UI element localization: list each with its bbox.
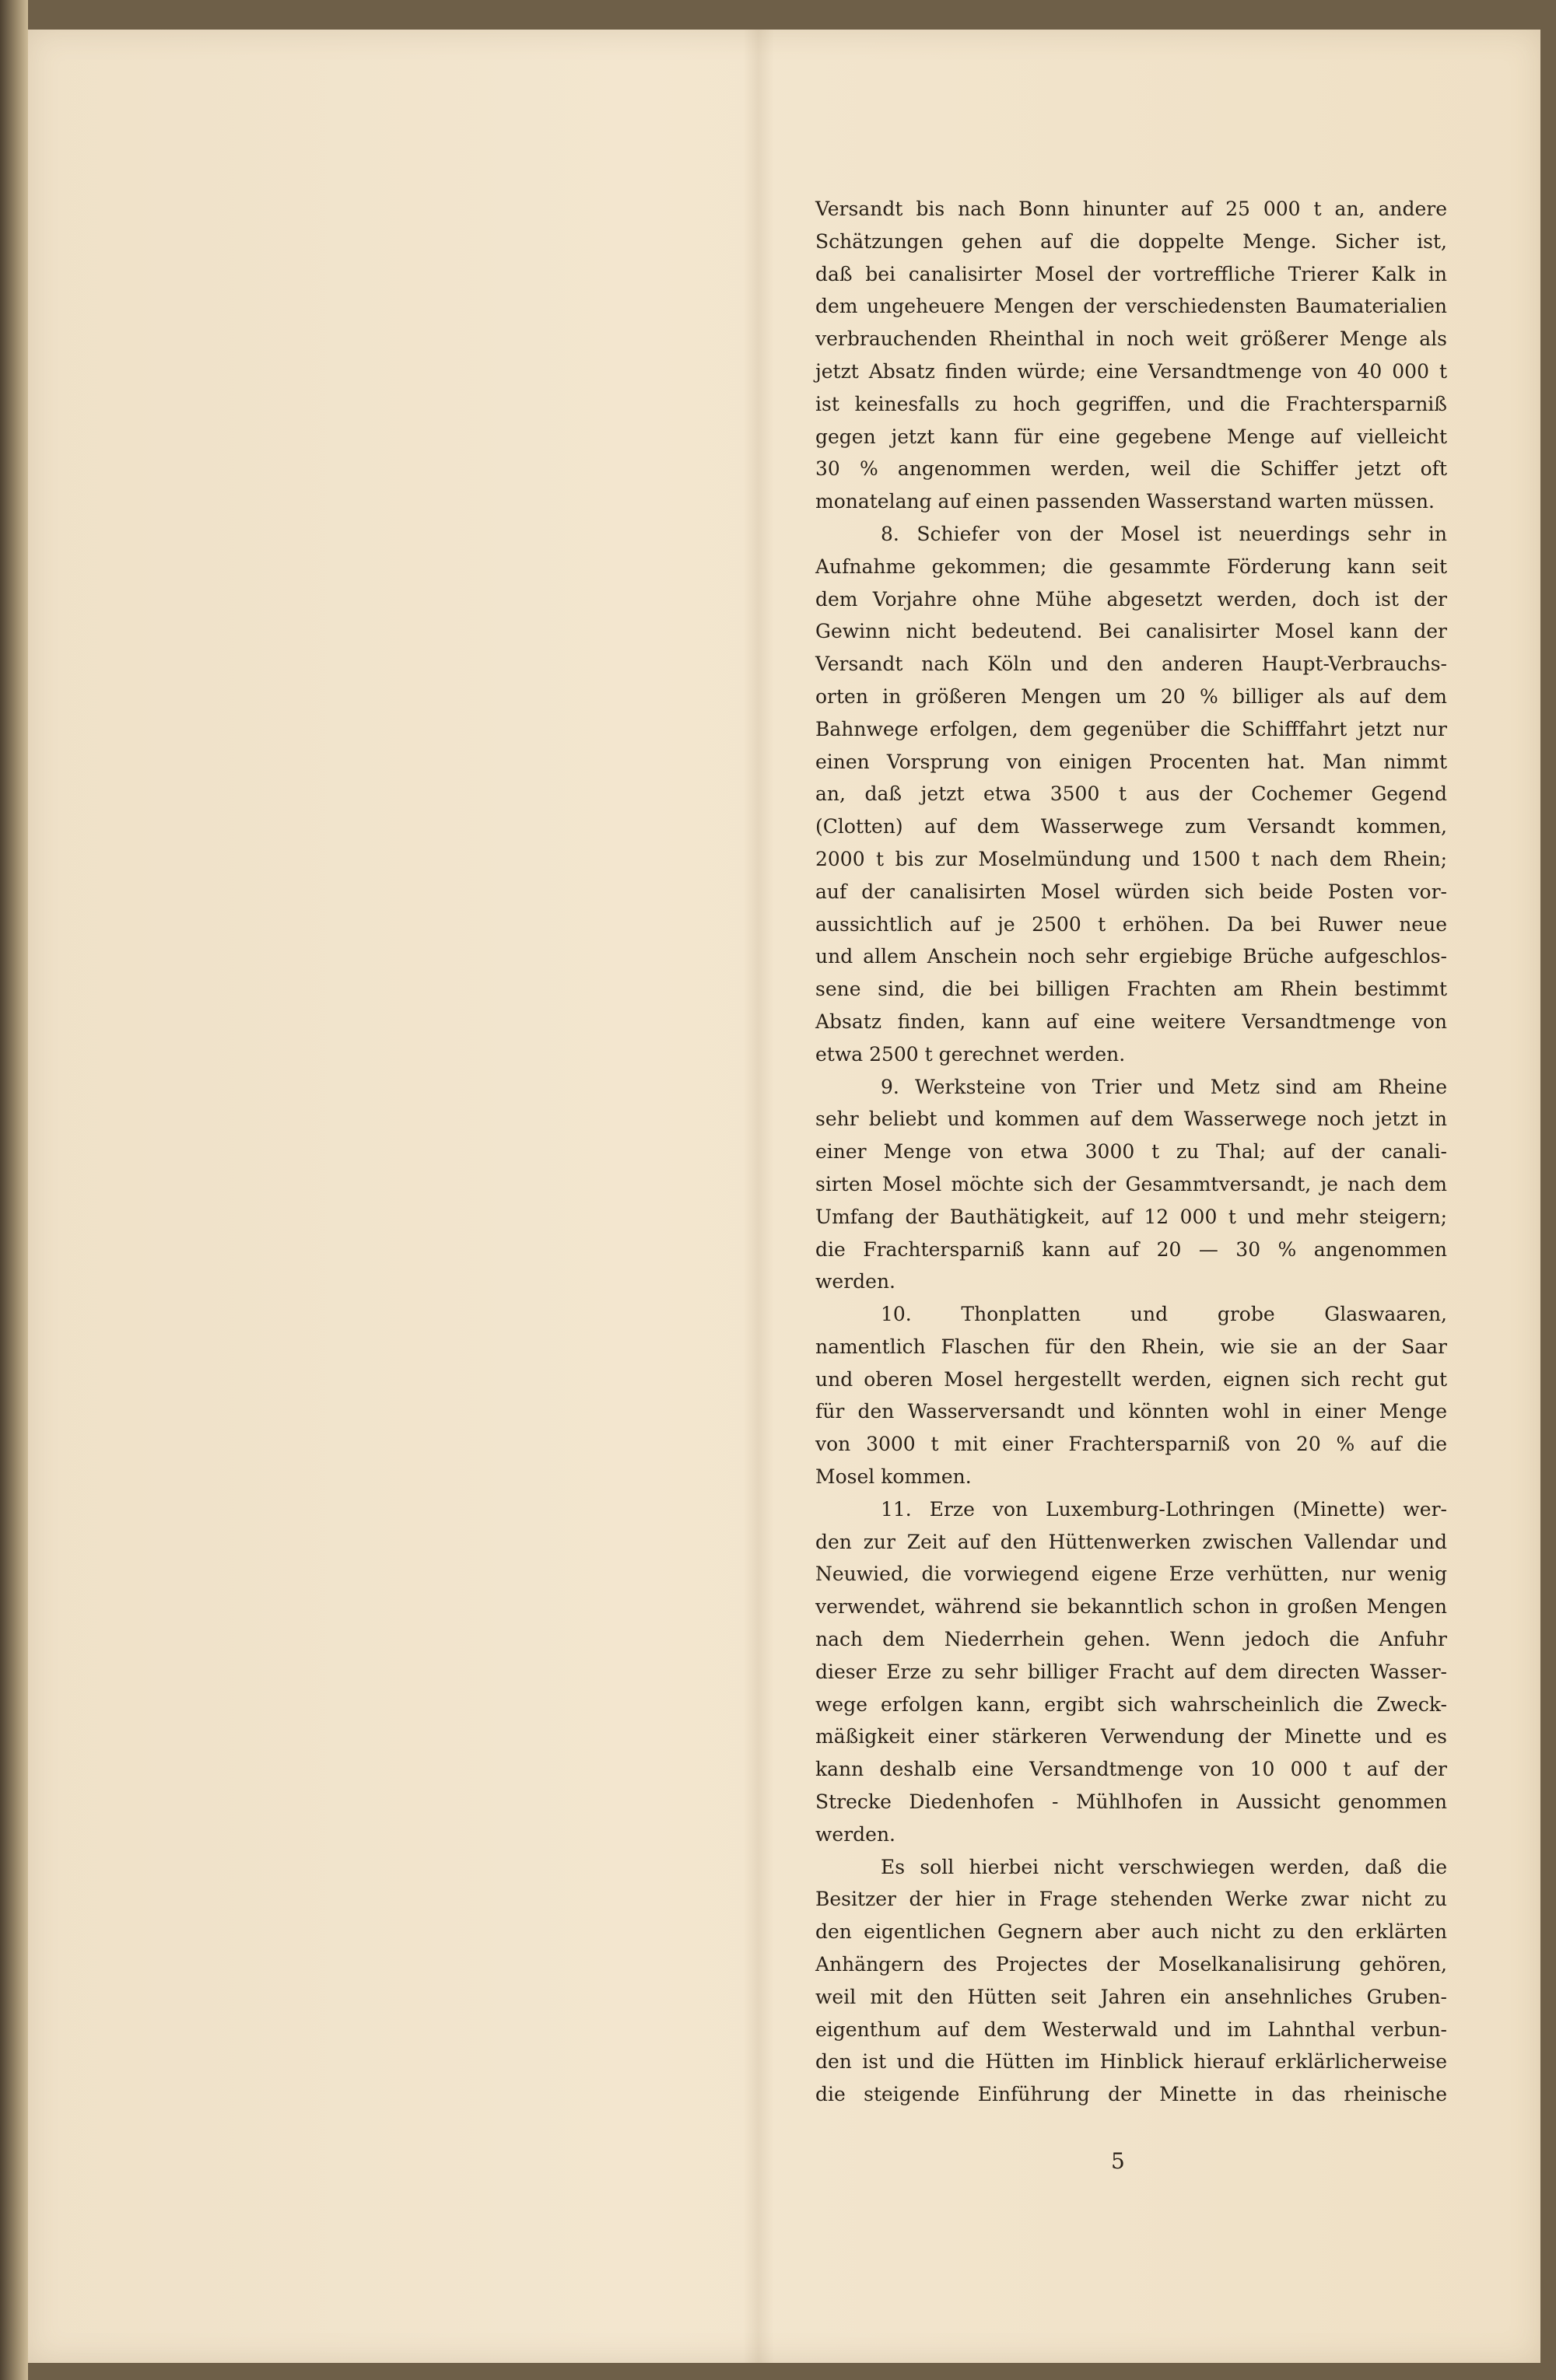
text-line: verwendet, während sie bekanntlich schon in großen Mengen	[815, 1595, 1447, 1619]
text-line: gegen jetzt kann für eine gegebene Menge auf vielleicht	[815, 425, 1447, 448]
text-line: den eigentlichen Gegnern aber auch nicht zu den erklärten	[815, 1920, 1447, 1944]
text-line: daß bei canalisirter Mosel der vortreffliche Trierer Kalk in	[815, 262, 1447, 285]
text-line: Mosel kommen.	[815, 1465, 972, 1489]
text-line: den zur Zeit auf den Hüttenwerken zwischen Vallendar und	[815, 1530, 1447, 1553]
text-line: aussichtlich auf je 2500 t erhöhen. Da bei Ruwer neue	[815, 912, 1447, 936]
text-line: Gewinn nicht bedeutend. Bei canalisirter Mosel kann der	[815, 620, 1447, 643]
text-line: (Clotten) auf dem Wasserwege zum Versandt kommen,	[815, 815, 1447, 838]
page-fold-shadow	[743, 30, 774, 2363]
text-line: Umfang der Bauthätigkeit, auf 12 000 t und mehr steigern;	[815, 1205, 1447, 1228]
text-line: 30 % angenommen werden, weil die Schiffer jetzt oft	[815, 457, 1447, 481]
text-line: Versandt bis nach Bonn hinunter auf 25 000 t an, andere	[815, 198, 1447, 220]
text-line: 2000 t bis zur Moselmündung und 1500 t nach dem Rhein;	[815, 847, 1447, 870]
text-line: von 3000 t mit einer Frachtersparniß von 20 % auf die	[815, 1433, 1447, 1456]
text-line: und allem Anschein noch sehr ergiebige Brüche aufgeschlos-	[815, 945, 1447, 968]
text-line: orten in größeren Mengen um 20 % billiger als auf dem	[815, 684, 1447, 708]
text-line: Schätzungen gehen auf die doppelte Menge. Sicher ist,	[815, 229, 1447, 253]
text-line: den ist und die Hütten im Hinblick hierauf erklärlicherweise	[815, 2050, 1447, 2074]
text-line: eigenthum auf dem Westerwald und im Lahnthal verbun-	[815, 2018, 1447, 2041]
text-line: verbrauchenden Rheinthal in noch weit größerer Menge als	[815, 327, 1447, 351]
paragraph-9-start: 9. Werksteine von Trier und Metz sind am Rheine	[881, 1075, 1447, 1098]
text-line: sirten Mosel möchte sich der Gesammtversandt, je nach dem	[815, 1172, 1447, 1195]
text-line: sene sind, die bei billigen Frachten am Rhein bestimmt	[815, 978, 1447, 1001]
text-line: etwa 2500 t gerechnet werden.	[815, 1042, 1126, 1066]
text-line: Absatz finden, kann auf eine weitere Versandtmenge von	[815, 1010, 1447, 1033]
text-line: ist keinesfalls zu hoch gegriffen, und die Frachtersparniß	[815, 392, 1447, 415]
text-line: die steigende Einführung der Minette in das rheinische	[815, 2083, 1447, 2106]
text-line: Bahnwege erfolgen, dem gegenüber die Schifffahrt jetzt nur	[815, 717, 1447, 740]
text-line: werden.	[815, 1822, 895, 1846]
text-line: für den Wasserversandt und könnten wohl in einer Menge	[815, 1400, 1447, 1423]
text-line: jetzt Absatz finden würde; eine Versandtmenge von 40 000 t	[815, 359, 1447, 383]
paragraph-note-start: Es soll hierbei nicht verschwiegen werden, daß die	[881, 1855, 1447, 1878]
page-number: 5	[1111, 2148, 1125, 2174]
text-line: dem Vorjahre ohne Mühe abgesetzt werden, doch ist der	[815, 587, 1447, 611]
text-line: auf der canalisirten Mosel würden sich beide Posten vor-	[815, 880, 1447, 903]
text-line: die Frachtersparniß kann auf 20 — 30 % angenommen	[815, 1237, 1447, 1261]
paragraph-11-start: 11. Erze von Luxemburg-Lothringen (Minette) wer-	[881, 1497, 1447, 1521]
text-line: weil mit den Hütten seit Jahren ein ansehnliches Gruben-	[815, 1985, 1447, 2008]
paragraph-8-start: 8. Schiefer von der Mosel ist neuerdings sehr in	[881, 522, 1447, 545]
text-line: einen Vorsprung von einigen Procenten hat. Man nimmt	[815, 750, 1447, 773]
text-line: Neuwied, die vorwiegend eigene Erze verhütten, nur wenig	[815, 1563, 1447, 1586]
text-line: und oberen Mosel hergestellt werden, eignen sich recht gut	[815, 1367, 1447, 1391]
text-line: dieser Erze zu sehr billiger Fracht auf dem directen Wasser-	[815, 1660, 1447, 1683]
text-line: werden.	[815, 1270, 895, 1293]
paragraph-10-start: 10. Thonplatten und grobe Glaswaaren,	[881, 1303, 1447, 1326]
text-line: dem ungeheuere Mengen der verschiedensten Baumaterialien	[815, 295, 1447, 318]
text-line: nach dem Niederrhein gehen. Wenn jedoch die Anfuhr	[815, 1628, 1447, 1651]
text-line: kann deshalb eine Versandtmenge von 10 000 t auf der	[815, 1758, 1447, 1781]
text-line: Versandt nach Köln und den anderen Haupt-Verbrauchs-	[815, 653, 1447, 676]
text-line: Aufnahme gekommen; die gesammte Förderung kann seit	[815, 555, 1447, 578]
text-line: monatelang auf einen passenden Wasserstand warten müssen.	[815, 490, 1435, 513]
text-line: Strecke Diedenhofen - Mühlhofen in Aussicht genommen	[815, 1790, 1447, 1814]
text-line: wege erfolgen kann, ergibt sich wahrscheinlich die Zweck-	[815, 1692, 1447, 1716]
text-column	[815, 193, 1447, 2111]
text-line: einer Menge von etwa 3000 t zu Thal; auf der canali-	[815, 1140, 1447, 1164]
text-line: Besitzer der hier in Frage stehenden Werke zwar nicht zu	[815, 1888, 1447, 1911]
text-line: an, daß jetzt etwa 3500 t aus der Cochemer Gegend	[815, 782, 1447, 806]
text-line: sehr beliebt und kommen auf dem Wasserwege noch jetzt in	[815, 1108, 1447, 1131]
text-line: namentlich Flaschen für den Rhein, wie sie an der Saar	[815, 1335, 1447, 1358]
text-line: Anhängern des Projectes der Moselkanalisirung gehören,	[815, 1953, 1447, 1976]
text-line: mäßigkeit einer stärkeren Verwendung der Minette und es	[815, 1725, 1447, 1748]
book-spine-edge	[0, 0, 28, 2380]
